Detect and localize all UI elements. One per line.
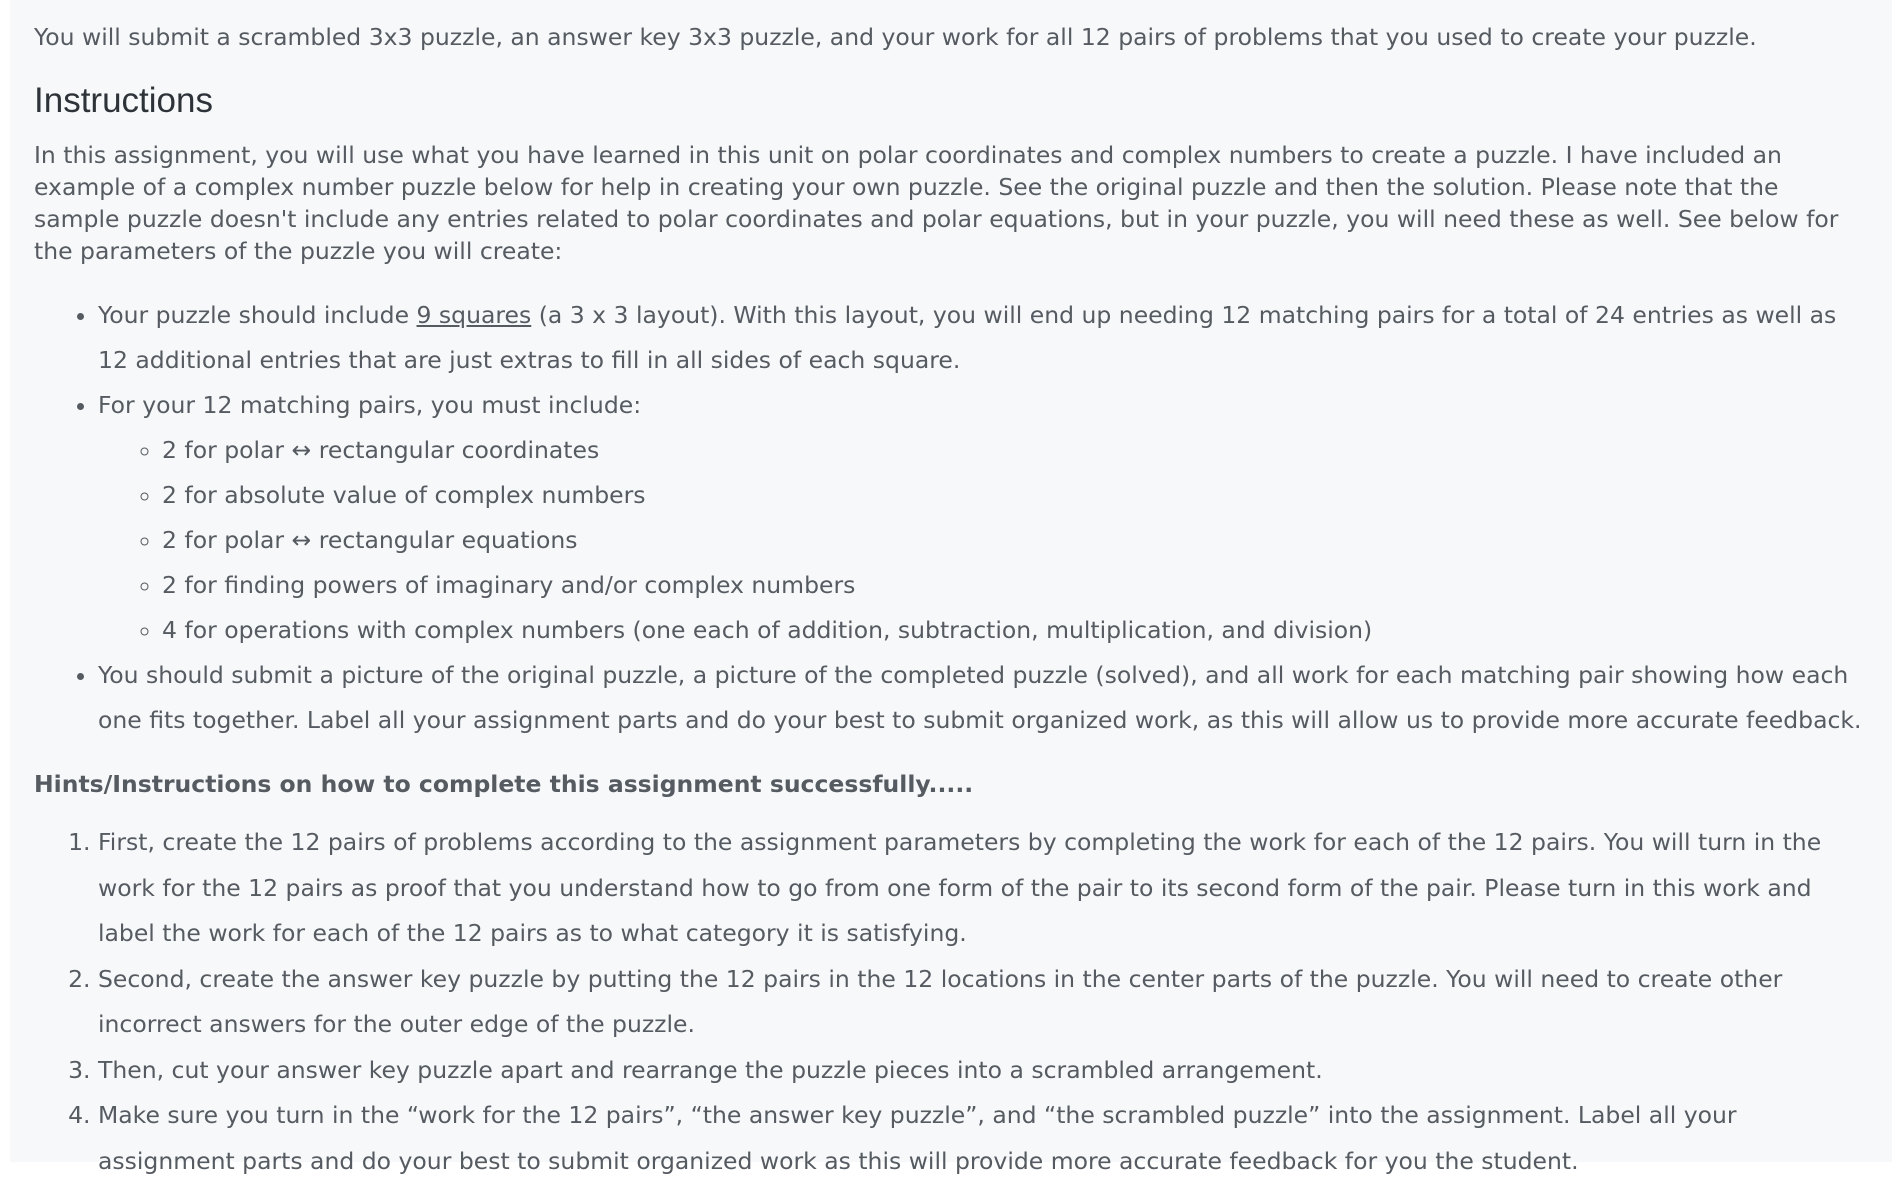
step-item: 2. Second, create the answer key puzzle by putting the 12 pairs in the 12 locations in the center parts of the puzzle. You will need to create other incorrect answers for the outer edge of the puzzle. bbox=[98, 957, 1868, 1048]
nine-squares-underlined: 9 squares bbox=[416, 301, 532, 329]
parameter-item-squares-suffix: (a 3 x 3 layout). With this layout, you will end up needing 12 matching pairs for a total of 24 entries as well as 12 additional entries that are just extras to fill in all sides of each square. bbox=[98, 301, 1837, 374]
assignment-content-panel bbox=[10, 0, 1892, 1175]
parameters-list bbox=[34, 293, 1868, 743]
step-item: 1. First, create the 12 pairs of problems according to the assignment parameters by completing the work for each of the 12 pairs. You will turn in the work for the 12 pairs as proof that you understand how to go from one form of the pair to its second form of the pair. Please turn in this work and label the work for each of the 12 pairs as to what category it is satisfying. bbox=[98, 820, 1868, 957]
instructions-paragraph: In this assignment, you will use what you have learned in this unit on polar coordinates and complex numbers to create a puzzle. I have included an example of a complex number puzzle below for help in creating your own puzzle. See the original puzzle and then the solution. Please note that the sample puzzle doesn't include any entries related to polar coordinates and polar equations, but in your puzzle, you will need these as well. See below for the parameters of the puzzle you will create: bbox=[34, 141, 1839, 265]
pair-requirement-item: ◦ 2 for polar ↔ rectangular coordinates bbox=[162, 428, 1868, 473]
step-item: 3. Then, cut your answer key puzzle apart and rearrange the puzzle pieces into a scrambled arrangement. bbox=[98, 1048, 1868, 1094]
pair-requirement-item: ◦ 2 for polar ↔ rectangular equations bbox=[162, 518, 1868, 563]
pair-requirement-item: ◦ 2 for absolute value of complex numbers bbox=[162, 473, 1868, 518]
parameter-item-pairs bbox=[98, 383, 1868, 653]
parameter-item-squares bbox=[98, 293, 1868, 383]
hints-title: Hints/Instructions on how to complete this assignment successfully..... bbox=[34, 770, 974, 798]
parameter-item-pairs-label: For your 12 matching pairs, you must include: bbox=[98, 391, 642, 419]
pair-requirement-item: ◦ 2 for finding powers of imaginary and/or complex numbers bbox=[162, 563, 1868, 608]
pair-requirements-list bbox=[98, 428, 1868, 653]
instructions-heading: Instructions bbox=[34, 81, 213, 120]
steps-list bbox=[34, 820, 1868, 1184]
pair-requirement-item: ◦ 4 for operations with complex numbers (one each of addition, subtraction, multiplication, and division) bbox=[162, 608, 1868, 653]
intro-text: You will submit a scrambled 3x3 puzzle, an answer key 3x3 puzzle, and your work for all 12 pairs of problems that you used to create your puzzle. bbox=[34, 23, 1757, 51]
step-item: 4. Make sure you turn in the “work for the 12 pairs”, “the answer key puzzle”, and “the scrambled puzzle” into the assignment. Label all your assignment parts and do your best to submit organized work as this will provide more accurate feedback for you the student. bbox=[98, 1093, 1868, 1184]
parameter-item-squares-prefix: Your puzzle should include bbox=[98, 301, 417, 329]
parameter-item-submit: • You should submit a picture of the original puzzle, a picture of the completed puzzle (solved), and all work for each matching pair showing how each one fits together. Label all your assignment parts and do your best to submit organized work, as this will allow us to provide more accurate feedback. bbox=[98, 653, 1868, 743]
